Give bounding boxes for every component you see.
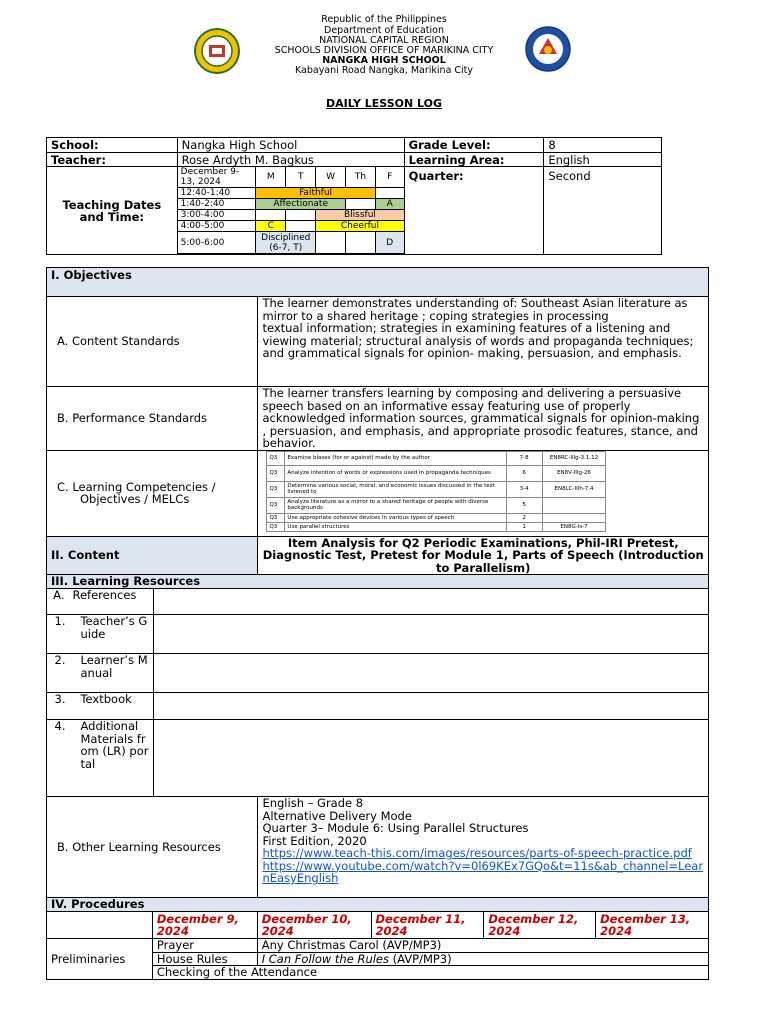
melc-weeks: 7-8 — [506, 451, 542, 465]
other-line-4: First Edition, 2020 — [262, 833, 367, 848]
references-label: References — [66, 589, 153, 615]
header-school: NANGKA HIGH SCHOOL — [322, 55, 446, 66]
lesson-table — [46, 267, 709, 912]
content-text: Item Analysis for Q2 Periodic Examinations, Phil-IRI Pretest, Diagnostic Test, Pretest for Module 1, Parts of Speech (Introduction to Parallelism) — [258, 536, 709, 575]
section-cheerful: Cheerful — [316, 221, 404, 232]
attendance-text: Checking of the Attendance — [152, 966, 708, 980]
competencies-label-2: Objectives / MELCs — [80, 492, 190, 506]
other-resources-label: B. Other Learning Resources — [47, 797, 258, 898]
time-2: 1:40-2:40 — [177, 199, 256, 210]
teacher-label: Teacher: — [47, 153, 178, 167]
melc-table — [266, 451, 606, 532]
resources-heading: III. Learning Resources — [47, 575, 709, 589]
learners-manual-label: Learner’s Manual — [66, 654, 153, 693]
section-blissful: Blissful — [316, 210, 404, 221]
proc-date-1: December 9, 2024 — [152, 912, 257, 939]
header-republic: Republic of the Philippines — [321, 14, 447, 25]
section-faithful: Faithful — [256, 188, 376, 199]
day-f: F — [375, 167, 404, 188]
school-value: Nangka High School — [177, 138, 404, 153]
preliminaries-label: Preliminaries — [47, 939, 153, 980]
grade-value: 8 — [544, 138, 662, 153]
melc-q: Q3 — [267, 465, 285, 481]
header-address: Kabayani Road Nangka, Marikina City — [294, 65, 474, 76]
melc-q: Q3 — [267, 451, 285, 465]
melc-text: Use appropriate cohesive devices in various types of speech — [285, 513, 506, 522]
proc-date-3: December 11, 2024 — [371, 912, 484, 939]
section-c: C — [256, 221, 286, 232]
melc-q: Q3 — [267, 522, 285, 531]
section-a: A — [375, 199, 404, 210]
melc-code: EN8G-Is-7 — [542, 522, 606, 531]
pdf-link[interactable]: https://www.teach-this.com/images/resources/parts-of-speech-practice.pdf — [262, 846, 692, 860]
day-w: W — [316, 167, 346, 188]
melc-q: Q3 — [267, 481, 285, 497]
area-value: English — [544, 153, 662, 167]
content-standards-label: A. Content Standards — [47, 297, 258, 387]
melc-weeks: 6 — [506, 465, 542, 481]
procedures-heading: IV. Procedures — [47, 898, 709, 912]
schedule-grid — [177, 166, 405, 254]
item-number: 1. — [47, 615, 67, 654]
textbook-label: Textbook — [66, 693, 153, 720]
time-1: 12:40-1:40 — [177, 188, 256, 199]
other-line-3: Quarter 3– Module 6: Using Parallel Structures — [262, 821, 529, 835]
item-number: 4. — [47, 720, 67, 797]
melc-weeks: 5 — [506, 497, 542, 513]
section-disciplined: Disciplined (6-7, T) — [256, 232, 316, 254]
section-affectionate: Affectionate — [256, 199, 346, 210]
melc-code: EN8RC-IIIg-3.1.12 — [542, 451, 606, 465]
time-3: 3:00-4:00 — [177, 210, 256, 221]
melc-text: Use parallel structures — [285, 522, 506, 531]
area-label: Learning Area: — [404, 153, 544, 167]
teacher-value: Rose Ardyth M. Bagkus — [177, 153, 404, 167]
procedures-table — [46, 911, 709, 980]
performance-standards-text: The learner transfers learning by composing and delivering a persuasive speech based on an informative essay featuring use of properly acknowledged information sources, grammatical signals for opinion-making , persuasion, and emphasis, and appropriate prosodic features, stance, and behavior. — [258, 387, 709, 451]
melc-text: Analyze intention of words or expressions used in propaganda techniques — [285, 465, 506, 481]
item-number: 3. — [47, 693, 67, 720]
melc-text: Analyze literature as a mirror to a shared heritage of people with diverse backgrounds — [285, 497, 506, 513]
proc-date-4: December 12, 2024 — [484, 912, 596, 939]
melc-q: Q3 — [267, 497, 285, 513]
teachers-guide-label: Teacher’s Guide — [66, 615, 153, 654]
house-rules-suffix: (AVP/MP3) — [389, 951, 452, 966]
day-m: M — [256, 167, 286, 188]
melc-code — [542, 497, 606, 513]
house-rules-title: I Can Follow the Rules — [261, 951, 389, 966]
objectives-heading: I. Objectives — [47, 268, 709, 297]
prayer-value: Any Christmas Carol (AVP/MP3) — [257, 939, 708, 953]
school-label: School: — [47, 138, 178, 153]
other-line-1: English – Grade 8 — [262, 796, 364, 810]
item-number: 2. — [47, 654, 67, 693]
day-th: Th — [346, 167, 376, 188]
melc-weeks: 3-4 — [506, 481, 542, 497]
header-division: SCHOOLS DIVISION OFFICE OF MARIKINA CITY — [274, 45, 494, 56]
grade-label: Grade Level: — [404, 138, 544, 153]
section-d: D — [375, 232, 404, 254]
melc-code — [542, 513, 606, 522]
melc-q: Q3 — [267, 513, 285, 522]
header-region: NATIONAL CAPITAL REGION — [319, 35, 449, 46]
proc-date-5: December 13, 2024 — [596, 912, 709, 939]
melc-text: Determine various social, moral, and economic issues discussed in the text listened to — [285, 481, 506, 497]
performance-standards-label: B. Performance Standards — [47, 387, 258, 451]
content-standards-text: The learner demonstrates understanding of: Southeast Asian literature as mirror to a shared heritage ; coping strategies in processing textual information; strategies in examining features of a listening and viewing material; structural analysis of words and propaganda techniques; and grammatical signals for opinion- making, persuasion, and emphasis. — [258, 297, 709, 387]
melc-weeks: 2 — [506, 513, 542, 522]
youtube-link[interactable]: https://www.youtube.com/watch?v=0l69KEx7GQo&t=11s&ab_channel=LearnEasyEnglish — [262, 858, 704, 885]
page-title: DAILY LESSON LOG — [325, 97, 443, 110]
header-deped: Department of Education — [324, 25, 444, 36]
melc-code: EN8V-IIIg-26 — [542, 465, 606, 481]
other-line-2: Alternative Delivery Mode — [262, 808, 412, 823]
melc-text: Examine biases (for or against) made by the author — [285, 451, 506, 465]
time-5: 5:00-6:00 — [177, 232, 256, 254]
house-rules-label: House Rules — [152, 952, 257, 966]
proc-date-2: December 10, 2024 — [257, 912, 371, 939]
dates-label: Teaching Dates and Time: — [47, 167, 178, 255]
competencies-label-1: C. Learning Competencies / — [57, 479, 216, 494]
quarter-value: Second — [544, 167, 662, 255]
references-letter: A. — [47, 589, 67, 615]
day-t: T — [286, 167, 316, 188]
quarter-label: Quarter: — [404, 167, 544, 255]
content-heading: II. Content — [47, 536, 258, 575]
time-4: 4:00-5:00 — [177, 221, 256, 232]
melc-code: EN8LC-IIIh-7.4 — [542, 481, 606, 497]
additional-materials-label: Additional Materials from (LR) portal — [66, 720, 153, 797]
info-table — [46, 137, 662, 255]
schedule-dates: December 9-13, 2024 — [177, 167, 256, 188]
prayer-label: Prayer — [152, 939, 257, 953]
melc-weeks: 1 — [506, 522, 542, 531]
